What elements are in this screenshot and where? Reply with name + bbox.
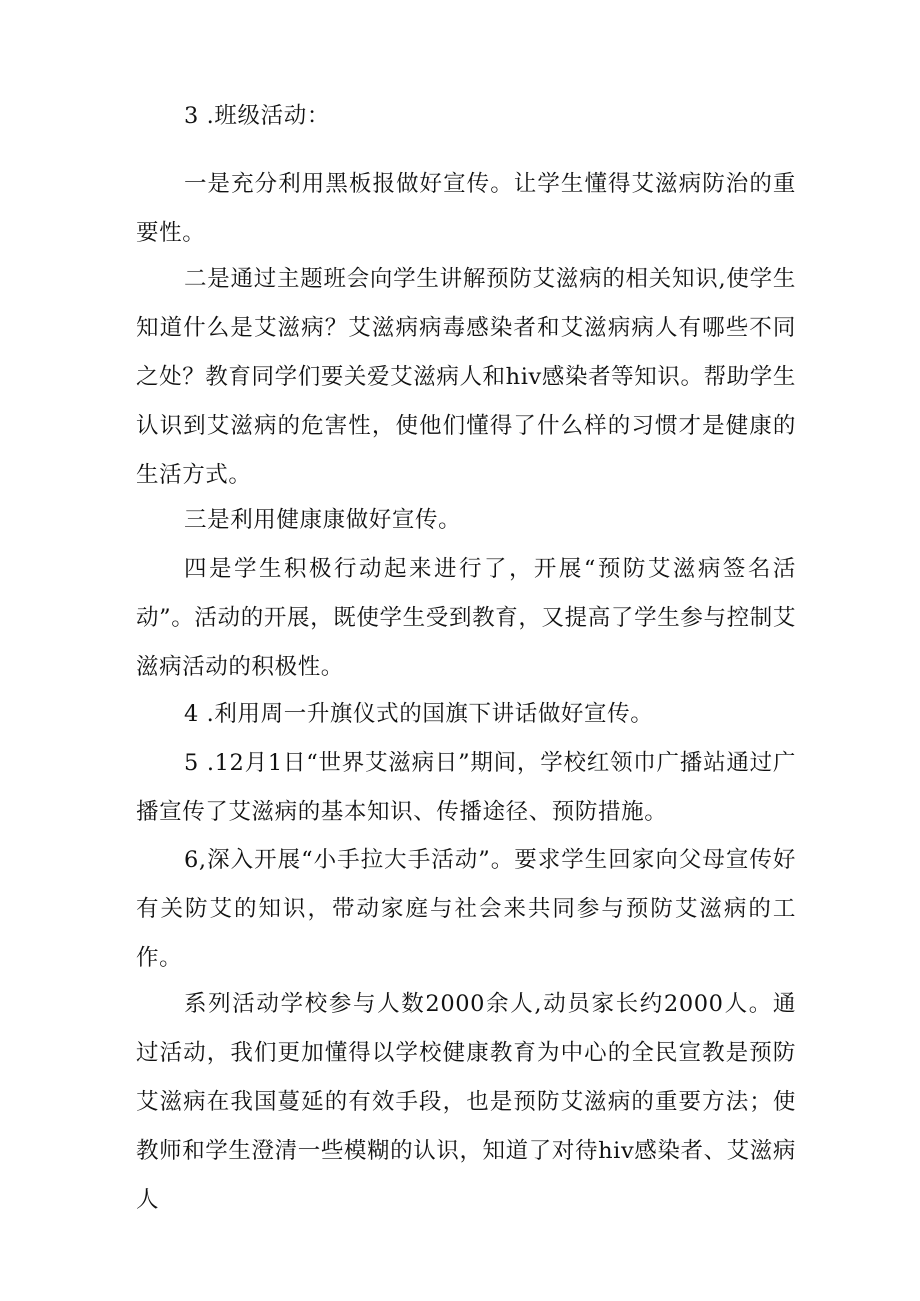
heading-class-activities: 3 .班级活动： [184, 103, 330, 129]
paragraph-health-promotion: 三是利用健康康做好宣传。 [184, 507, 462, 533]
paragraph-small-hands-activity: 6,深入开展“小手拉大手活动”。要求学生回家向父母宣传好有关防艾的知识，带动家庭与社会来共同参与预防艾滋病的工作。 [136, 847, 796, 971]
paragraph-flag-ceremony: 4 .利用周一升旗仪式的国旗下讲话做好宣传。 [184, 701, 654, 727]
paragraph-theme-meeting: 二是通过主题班会向学生讲解预防艾滋病的相关知识,使学生知道什么是艾滋病？艾滋病病毒感染者和艾滋病病人有哪些不同之处？教育同学们要关爱艾滋病人和hiv感染者等知识。帮助学生认识到艾滋病的危害性，使他们懂得了什么样的习惯才是健康的生活方式。 [136, 266, 796, 488]
paragraph-world-aids-day: 5 .12月1日“世界艾滋病日”期间，学校红领巾广播站通过广播宣传了艾滋病的基本知识、传播途径、预防措施。 [136, 750, 796, 825]
paragraph-summary: 系列活动学校参与人数2000余人,动员家长约2000人。通过活动，我们更加懂得以学校健康教育为中心的全民宣教是预防艾滋病在我国蔓延的有效手段，也是预防艾滋病的重要方法；使教师和学生澄清一些模糊的认识，知道了对待hiv感染者、艾滋病人 [136, 991, 796, 1213]
paragraph-signature-activity: 四是学生积极行动起来进行了，开展“预防艾滋病签名活动”。活动的开展，既使学生受到教育，又提高了学生参与控制艾滋病活动的积极性。 [136, 556, 796, 680]
paragraph-blackboard: 一是充分利用黑板报做好宣传。让学生懂得艾滋病防治的重要性。 [136, 171, 796, 246]
